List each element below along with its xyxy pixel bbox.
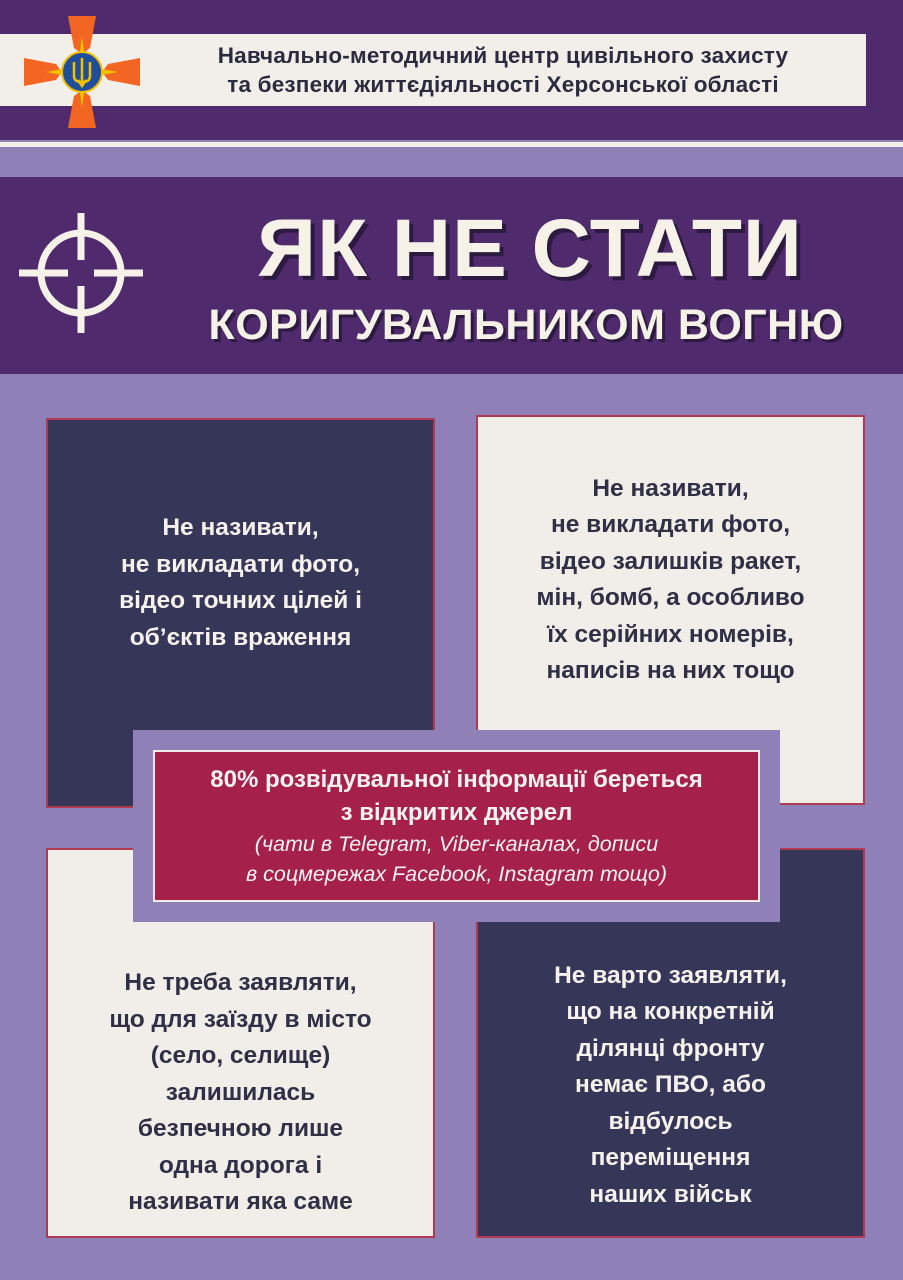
advice-line: ділянці фронту (576, 1034, 765, 1062)
advice-line: (село, селище) (150, 1042, 331, 1070)
organization-title-line-1: Навчально-методичний центр цивільного захисту (217, 43, 789, 68)
advice-line: не викладати фото, (550, 511, 791, 538)
callout-note-line-2: в соцмережах Facebook, Instagram тощо) (245, 862, 667, 886)
advice-line: що на конкретній (566, 998, 775, 1026)
advice-line: переміщення (590, 1144, 751, 1172)
crosshair-icon (16, 208, 146, 338)
advice-line: залишилась (165, 1078, 316, 1106)
callout-headline-line-2: з відкритих джерел (340, 799, 573, 826)
advice-line: Не треба заявляти, (124, 969, 357, 997)
advice-line: відео залишків ракет, (539, 547, 802, 575)
civil-protection-emblem-icon (22, 14, 142, 130)
callout-note-line-1: (чати в Telegram, Viber-каналах, дописи (254, 832, 659, 856)
header-divider (0, 142, 903, 147)
advice-line: Не називати, (162, 514, 319, 541)
callout-headline-line-1: 80% розвідувальної інформації береться (210, 766, 703, 793)
center-callout (153, 750, 760, 902)
advice-line: відео точних цілей і (119, 587, 362, 614)
advice-line: немає ПВО, або (575, 1071, 766, 1099)
organization-title-line-2: та безпеки життєдіяльності Херсонської області (227, 72, 779, 97)
advice-line: Не називати, (592, 474, 749, 502)
advice-line: називати яка саме (128, 1188, 353, 1216)
advice-line: їх серійних номерів, (547, 620, 794, 648)
advice-line: мін, бомб, а особливо (536, 584, 805, 611)
advice-line: написів на них тощо (546, 657, 795, 684)
main-title-line-1: ЯК НЕ СТАТИ (257, 203, 803, 294)
advice-line: відбулось (608, 1107, 733, 1135)
advice-line: що для заїзду в місто (109, 1005, 372, 1033)
advice-line: безпечною лише (137, 1115, 344, 1143)
advice-line: об’єктів враження (129, 623, 352, 651)
advice-line: Не варто заявляти, (554, 961, 787, 989)
advice-line: не викладати фото, (120, 550, 361, 578)
advice-line: наших військ (589, 1180, 752, 1208)
main-title-line-2: КОРИГУВАЛЬНИКОМ ВОГНЮ (208, 301, 844, 349)
advice-line: одна дорога і (158, 1151, 323, 1179)
